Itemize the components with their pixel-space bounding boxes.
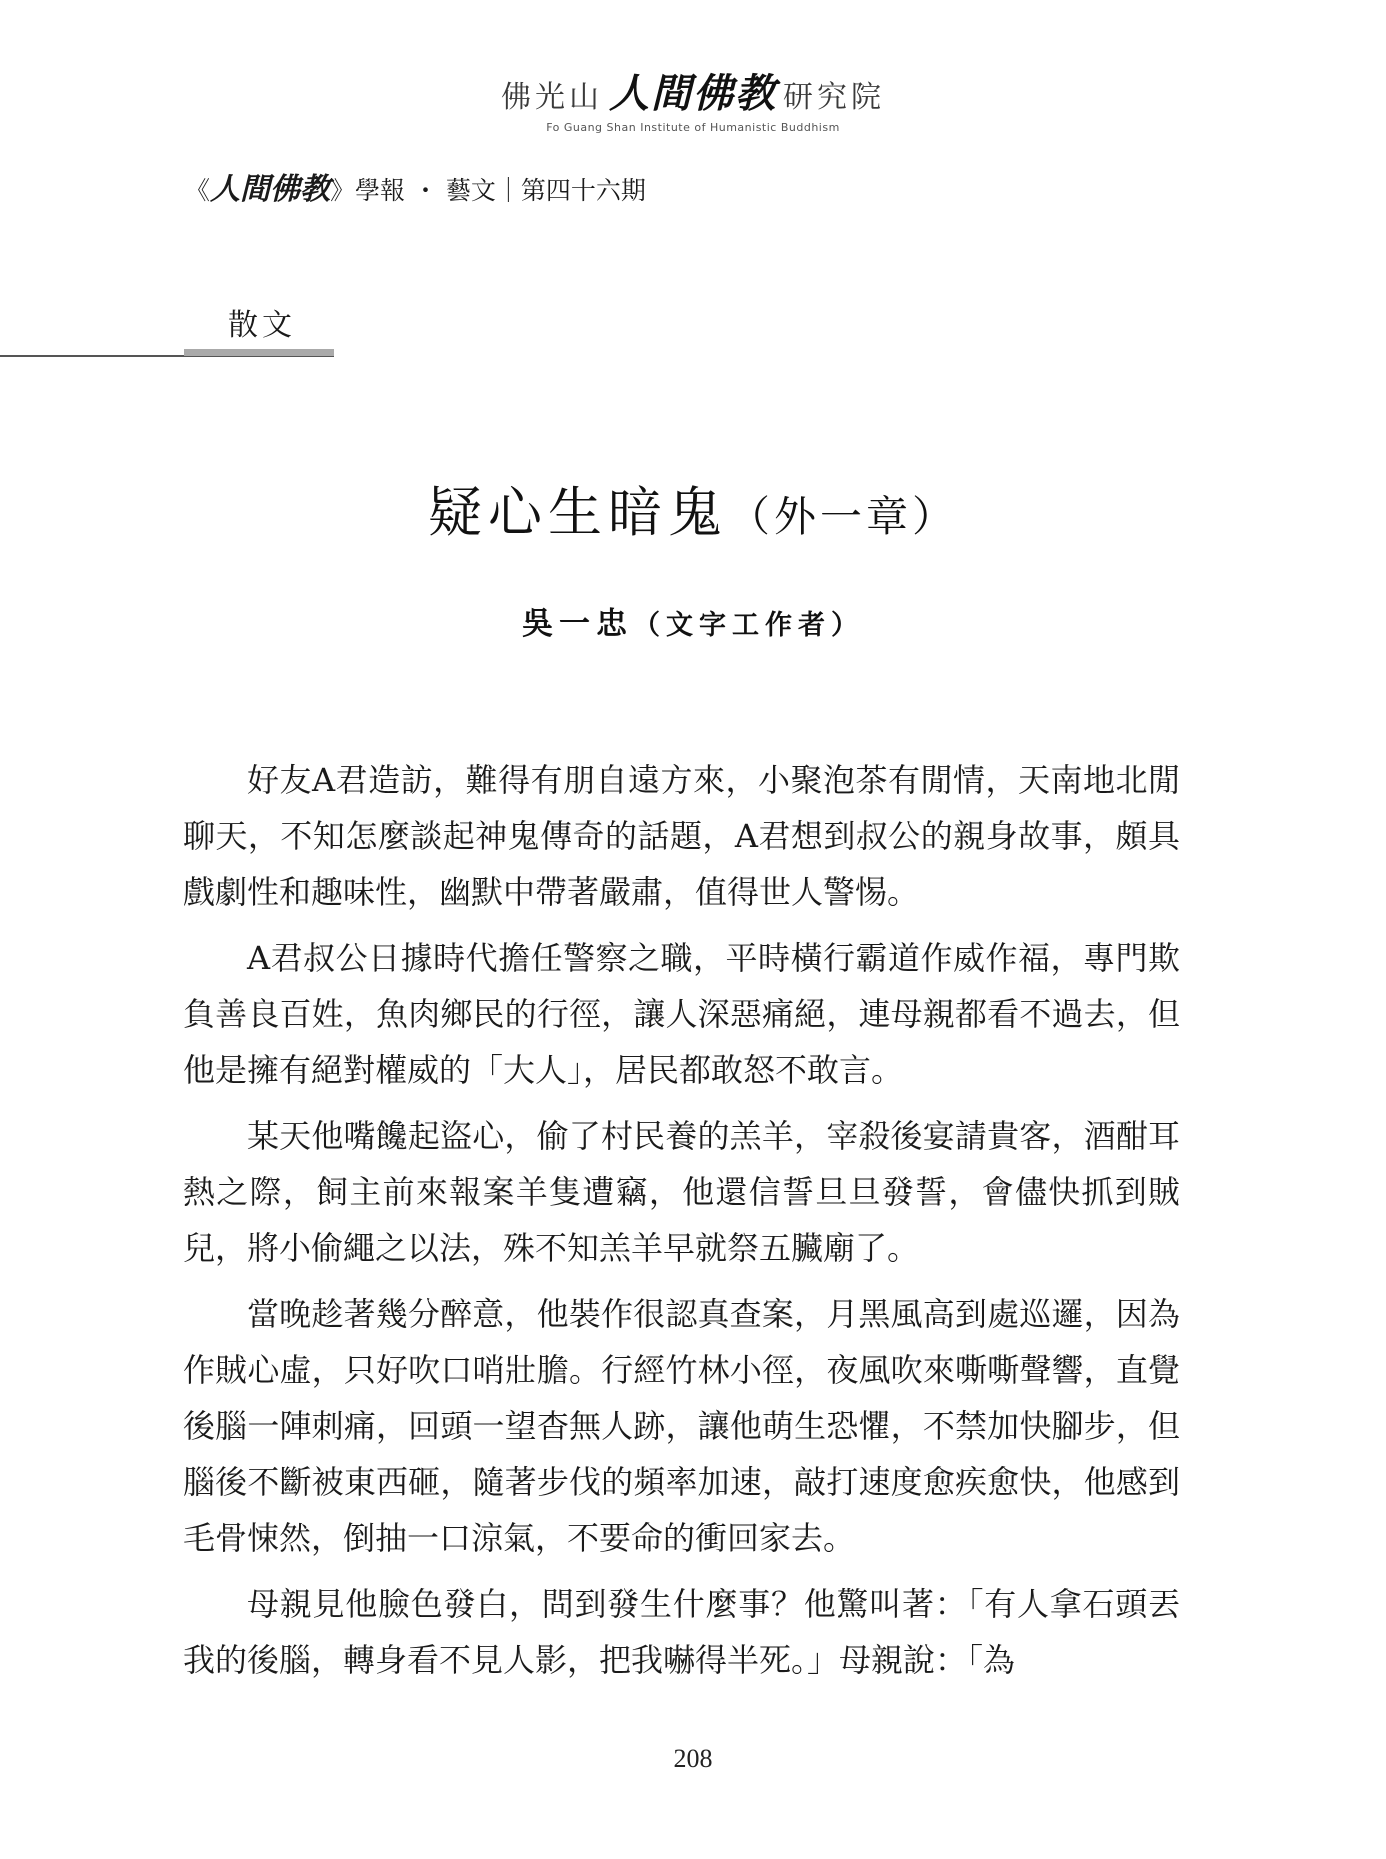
author-name: 吳一忠 xyxy=(522,606,633,642)
page-number: 208 xyxy=(673,1744,713,1773)
paragraph: 某天他嘴饞起盜心，偷了村民養的羔羊，宰殺後宴請貴客，酒酣耳熱之際，飼主前來報案羊隻遭竊，他還信誓旦旦發誓，會儘快抓到賊兒，將小偷繩之以法，殊不知羔羊早就祭五臟廟了。 xyxy=(183,1117,1180,1267)
article-title xyxy=(0,470,1386,547)
paragraph: 當晚趁著幾分醉意，他裝作很認真查案，月黑風高到處巡邏，因為作賊心虛，只好吹口哨壯膽。行經竹林小徑，夜風吹來嘶嘶聲響，直覺後腦一陣刺痛，回頭一望杳無人跡，讓他萌生恐懼，不禁加快腳步，但腦後不斷被東西砸，隨著步伐的頻率加速，敲打速度愈疾愈快，他感到毛骨悚然，倒抽一口涼氣，不要命的衝回家去。 xyxy=(183,1295,1180,1557)
running-head xyxy=(185,164,646,208)
article-title-sub: （外一章） xyxy=(727,492,958,541)
institute-brand: 人間佛教 xyxy=(609,70,777,117)
article-body xyxy=(183,752,1180,1698)
institute-name xyxy=(0,62,1386,119)
institute-english-name: Fo Guang Shan Institute of Humanistic Buddhism xyxy=(546,121,840,134)
section-divider-accent xyxy=(184,349,334,356)
journal-open-bracket: 《 xyxy=(185,176,211,205)
article-title-main: 疑心生暗鬼 xyxy=(427,481,728,544)
paragraph: 母親見他臉色發白，問到發生什麼事？他驚叫著：「有人拿石頭丟我的後腦，轉身看不見人影，把我嚇得半死。」母親說：「為 xyxy=(183,1585,1180,1679)
paragraph: 好友A君造訪，難得有朋自遠方來，小聚泡茶有閒情，天南地北閒聊天，不知怎麼談起神鬼傳奇的話題，A君想到叔公的親身故事，頗具戲劇性和趣味性，幽默中帶著嚴肅，值得世人警惕。 xyxy=(183,761,1180,911)
institute-suffix: 研究院 xyxy=(783,80,885,115)
section-label: 散文 xyxy=(228,308,296,343)
institute-prefix: 佛光山 xyxy=(501,80,603,115)
paragraph: A君叔公日據時代擔任警察之職，平時橫行霸道作威作福，專門欺負善良百姓，魚肉鄉民的行徑，讓人深惡痛絕，連母親都看不過去，但他是擁有絕對權威的「大人」，居民都敢怒不敢言。 xyxy=(183,939,1180,1089)
article-author xyxy=(0,598,1386,643)
author-role: （文字工作者） xyxy=(633,610,864,641)
journal-brand: 人間佛教 xyxy=(210,172,331,207)
institute-logo xyxy=(0,62,1386,134)
journal-issue: 》學報 ・ 藝文｜第四十六期 xyxy=(330,176,646,205)
